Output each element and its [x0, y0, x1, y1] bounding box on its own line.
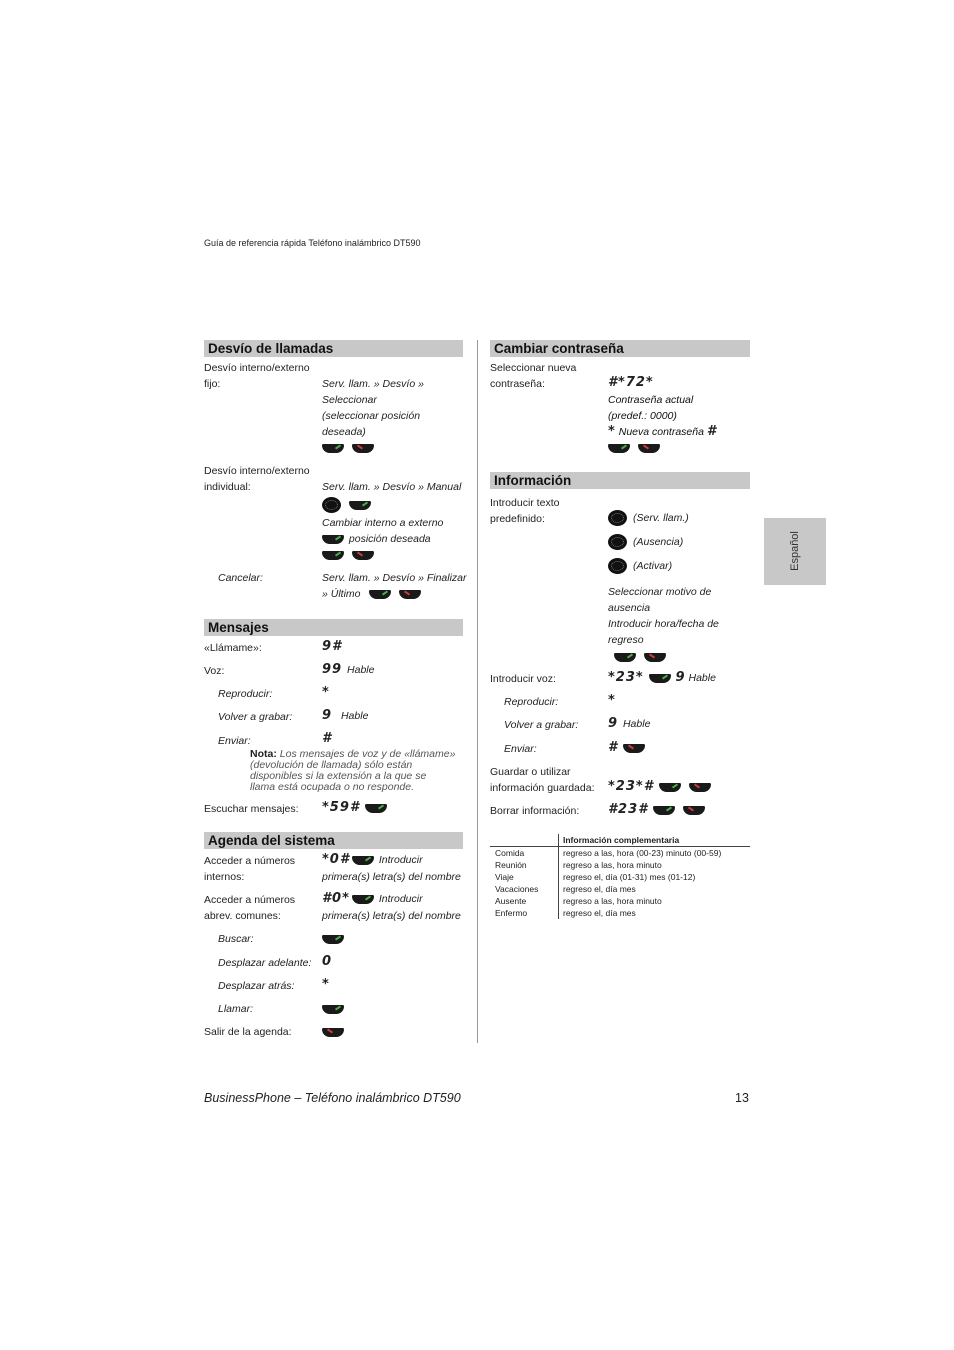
- table-row: [490, 847, 750, 859]
- desvio-ind-keys-2: [320, 547, 376, 563]
- mensajes-llamame-label: «Llámame»:: [204, 642, 262, 654]
- table-cell-detalle: regreso a las, hora minuto: [563, 860, 662, 870]
- table-cell-motivo: Reunión: [490, 859, 559, 871]
- section-title-informacion: Información: [490, 472, 750, 489]
- navigation-key-icon: [608, 534, 627, 550]
- no-key-icon: [322, 1028, 344, 1037]
- contrasena-hash: #: [706, 424, 717, 439]
- no-key-icon: [352, 551, 374, 560]
- yes-key-icon: [322, 1005, 344, 1014]
- yes-key-icon: [659, 783, 681, 792]
- contrasena-instr-2: (predef.: 0000): [608, 410, 677, 422]
- desvio-fijo-label-1: Desvío interno/externo: [204, 362, 310, 374]
- mensajes-enviar-keys: #: [322, 731, 333, 746]
- info-volver-label: Volver a grabar:: [504, 719, 579, 731]
- info-texto-label-1: Introducir texto: [490, 497, 560, 509]
- mensajes-nota-1: Los mensajes de voz y de «llámame»: [279, 748, 456, 760]
- agenda-salir-keys: [320, 1024, 346, 1040]
- table-cell-motivo: Viaje: [490, 871, 559, 883]
- mensajes-volver-hable: Hable: [340, 710, 369, 722]
- agenda-int-primera: primera(s) letra(s) del nombre: [322, 871, 461, 883]
- desvio-fijo-instr-4: deseada): [322, 426, 366, 438]
- agenda-int-keys: *0#: [322, 852, 350, 867]
- info-sel-4: regreso: [608, 634, 644, 646]
- running-header: Guía de referencia rápida Teléfono inalámbrico DT590: [204, 238, 421, 248]
- info-volver-keys: 9: [608, 716, 619, 731]
- info-opt-3: (Activar): [633, 560, 673, 572]
- desvio-ind-row-posicion: [320, 531, 431, 547]
- info-sel-keys: [612, 649, 668, 665]
- info-enviar-row: [608, 740, 647, 756]
- mensajes-escuchar-row: [322, 800, 389, 816]
- info-guardar-row: [608, 779, 713, 795]
- navigation-key-icon: [608, 558, 627, 574]
- agenda-adelante-keys: 0: [322, 954, 333, 969]
- info-sel-3: Introducir hora/fecha de: [608, 618, 719, 630]
- agenda-atras-label: Desplazar atrás:: [218, 980, 295, 992]
- yes-key-icon: [322, 535, 344, 544]
- agenda-buscar-label: Buscar:: [218, 933, 254, 945]
- info-voz-hable: Hable: [688, 672, 716, 684]
- contrasena-instr-3: Nueva contraseña: [618, 426, 704, 438]
- desvio-fijo-label-2: fijo:: [204, 378, 221, 390]
- info-enviar-label: Enviar:: [504, 743, 537, 755]
- yes-key-icon: [349, 501, 371, 510]
- agenda-int-introducir: Introducir: [378, 854, 423, 866]
- info-reproducir-keys: *: [608, 693, 616, 708]
- mensajes-volver-row: [322, 708, 368, 724]
- no-key-icon: [638, 444, 660, 453]
- desvio-cancel-row-2: [322, 586, 423, 602]
- table-row: [490, 883, 750, 895]
- info-guardar-keys: *23*#: [608, 779, 654, 794]
- agenda-abrev-introducir: Introducir: [378, 893, 423, 905]
- desvio-ind-instr-2: Cambiar interno a externo: [322, 517, 444, 529]
- yes-key-icon: [322, 935, 344, 944]
- info-voz-label: Introducir voz:: [490, 673, 556, 685]
- desvio-cancel-label: Cancelar:: [218, 572, 263, 584]
- info-sel-1: Seleccionar motivo de: [608, 586, 712, 598]
- yes-key-icon: [322, 444, 344, 453]
- no-key-icon: [623, 744, 645, 753]
- mensajes-reproducir-keys: *: [322, 685, 330, 700]
- info-guardar-label-2: información guardada:: [490, 782, 595, 794]
- info-table: [490, 834, 750, 919]
- desvio-ind-instr-1: Serv. llam. » Desvío » Manual: [322, 481, 462, 493]
- desvio-fijo-keys: [320, 440, 376, 456]
- agenda-abrev-primera: primera(s) letra(s) del nombre: [322, 910, 461, 922]
- table-cell-detalle: regreso a las, hora (00-23) minuto (00-59): [563, 848, 722, 858]
- yes-key-icon: [653, 806, 675, 815]
- table-row: [490, 895, 750, 907]
- no-key-icon: [352, 444, 374, 453]
- table-row: [490, 871, 750, 883]
- agenda-abrev-keys: #0*: [322, 891, 350, 906]
- contrasena-keys: #*72*: [608, 375, 654, 390]
- mensajes-reproducir-label: Reproducir:: [218, 688, 273, 700]
- info-reproducir-label: Reproducir:: [504, 696, 559, 708]
- section-title-desvio: Desvío de llamadas: [204, 340, 463, 357]
- mensajes-voz-hable: Hable: [347, 664, 375, 676]
- table-cell-detalle: regreso el, día mes: [563, 884, 636, 894]
- yes-key-icon: [614, 653, 636, 662]
- no-key-icon: [399, 590, 421, 599]
- desvio-fijo-instr-2: Seleccionar: [322, 394, 377, 406]
- contrasena-label-2: contraseña:: [490, 378, 545, 390]
- agenda-adelante-label: Desplazar adelante:: [218, 957, 312, 969]
- info-opt-1-row: [608, 510, 689, 526]
- agenda-salir-label: Salir de la agenda:: [204, 1026, 292, 1038]
- desvio-fijo-instr-1: Serv. llam. » Desvío »: [322, 378, 424, 390]
- info-table-body: [490, 847, 750, 919]
- info-opt-3-row: [608, 558, 672, 574]
- contrasena-instr-1: Contraseña actual: [608, 394, 694, 406]
- info-sel-2: ausencia: [608, 602, 651, 614]
- desvio-ind-instr-3: posición deseada: [348, 533, 431, 545]
- mensajes-voz-keys: 99: [322, 662, 343, 677]
- agenda-abrev-label-1: Acceder a números: [204, 894, 296, 906]
- agenda-int-row: [322, 852, 423, 868]
- mensajes-nota-2: (devolución de llamada) sólo están: [250, 759, 413, 771]
- contrasena-label-1: Seleccionar nueva: [490, 362, 577, 374]
- contrasena-row-nueva: [608, 424, 717, 440]
- info-texto-label-2: predefinido:: [490, 513, 545, 525]
- info-voz-keys: *23*: [608, 670, 644, 685]
- mensajes-escuchar-keys: *59#: [322, 800, 360, 815]
- section-title-contrasena: Cambiar contraseña: [490, 340, 750, 357]
- info-voz-keys-2: 9: [675, 670, 686, 685]
- mensajes-escuchar-label: Escuchar mensajes:: [204, 803, 299, 815]
- yes-key-icon: [365, 804, 387, 813]
- yes-key-icon: [352, 856, 374, 865]
- table-cell-motivo: Vacaciones: [490, 883, 559, 895]
- mensajes-nota-3: disponibles si la extensión a la que se: [250, 770, 427, 782]
- footer-title: BusinessPhone – Teléfono inalámbrico DT590: [204, 1091, 461, 1105]
- yes-key-icon: [322, 551, 344, 560]
- agenda-atras-keys: *: [322, 977, 330, 992]
- page-number: 13: [735, 1091, 749, 1105]
- navigation-key-icon: [322, 497, 341, 513]
- info-volver-hable: Hable: [622, 718, 651, 730]
- info-enviar-keys: #: [608, 740, 619, 755]
- table-cell-motivo: Ausente: [490, 895, 559, 907]
- agenda-abrev-row: [322, 891, 423, 907]
- agenda-int-label-1: Acceder a números: [204, 855, 296, 867]
- yes-key-icon: [608, 444, 630, 453]
- info-opt-2-row: [608, 534, 683, 550]
- language-tab-label: Español: [789, 531, 801, 571]
- yes-key-icon: [649, 674, 671, 683]
- navigation-key-icon: [608, 510, 627, 526]
- agenda-llamar-keys: [320, 1001, 346, 1017]
- section-title-agenda: Agenda del sistema: [204, 832, 463, 849]
- desvio-cancel-instr-2: » Último: [322, 588, 361, 600]
- mensajes-nota-bold: Nota:: [250, 748, 277, 760]
- agenda-buscar-keys: [320, 931, 346, 947]
- mensajes-nota: [250, 749, 465, 793]
- info-borrar-row: [608, 802, 707, 818]
- agenda-llamar-label: Llamar:: [218, 1003, 254, 1015]
- desvio-cancel-instr-1: Serv. llam. » Desvío » Finalizar: [322, 572, 467, 584]
- desvio-ind-label-2: individual:: [204, 481, 251, 493]
- table-cell-detalle: regreso a las, hora minuto: [563, 896, 662, 906]
- info-volver-row: [608, 716, 650, 732]
- no-key-icon: [689, 783, 711, 792]
- no-key-icon: [683, 806, 705, 815]
- contrasena-star: *: [608, 424, 616, 439]
- info-guardar-label-1: Guardar o utilizar: [490, 766, 571, 778]
- agenda-abrev-label-2: abrev. comunes:: [204, 910, 281, 922]
- info-table-header-row: [490, 834, 750, 847]
- mensajes-voz-label: Voz:: [204, 665, 225, 677]
- info-table-header: Información complementaria: [563, 835, 680, 845]
- mensajes-volver-keys: 9: [322, 708, 333, 723]
- table-cell-detalle: regreso el, día mes: [563, 908, 636, 918]
- desvio-ind-keys-1: [322, 497, 373, 513]
- agenda-int-label-2: internos:: [204, 871, 245, 883]
- table-cell-detalle: regreso el, día (01-31) mes (01-12): [563, 872, 696, 882]
- yes-key-icon: [352, 895, 374, 904]
- mensajes-volver-label: Volver a grabar:: [218, 711, 293, 723]
- info-borrar-keys: #23#: [608, 802, 649, 817]
- section-title-mensajes: Mensajes: [204, 619, 463, 636]
- desvio-fijo-instr-3: (seleccionar posición: [322, 410, 421, 422]
- mensajes-llamame-keys: 9#: [322, 639, 343, 654]
- language-tab: [764, 518, 826, 585]
- info-opt-2: (Ausencia): [633, 536, 684, 548]
- contrasena-keys-2: [606, 440, 662, 456]
- table-cell-motivo: Enfermo: [490, 907, 559, 919]
- mensajes-voz-row: [322, 662, 374, 678]
- table-cell-motivo: Comida: [490, 847, 559, 859]
- column-divider: [477, 340, 478, 1043]
- table-row: [490, 859, 750, 871]
- table-row: [490, 907, 750, 919]
- info-borrar-label: Borrar información:: [490, 805, 580, 817]
- mensajes-nota-4: llama está ocupada o no responde.: [250, 781, 415, 793]
- info-opt-1: (Serv. llam.): [633, 512, 689, 524]
- desvio-ind-label-1: Desvío interno/externo: [204, 465, 310, 477]
- mensajes-enviar-label: Enviar:: [218, 735, 251, 747]
- yes-key-icon: [369, 590, 391, 599]
- no-key-icon: [644, 653, 666, 662]
- info-voz-row: [608, 670, 716, 686]
